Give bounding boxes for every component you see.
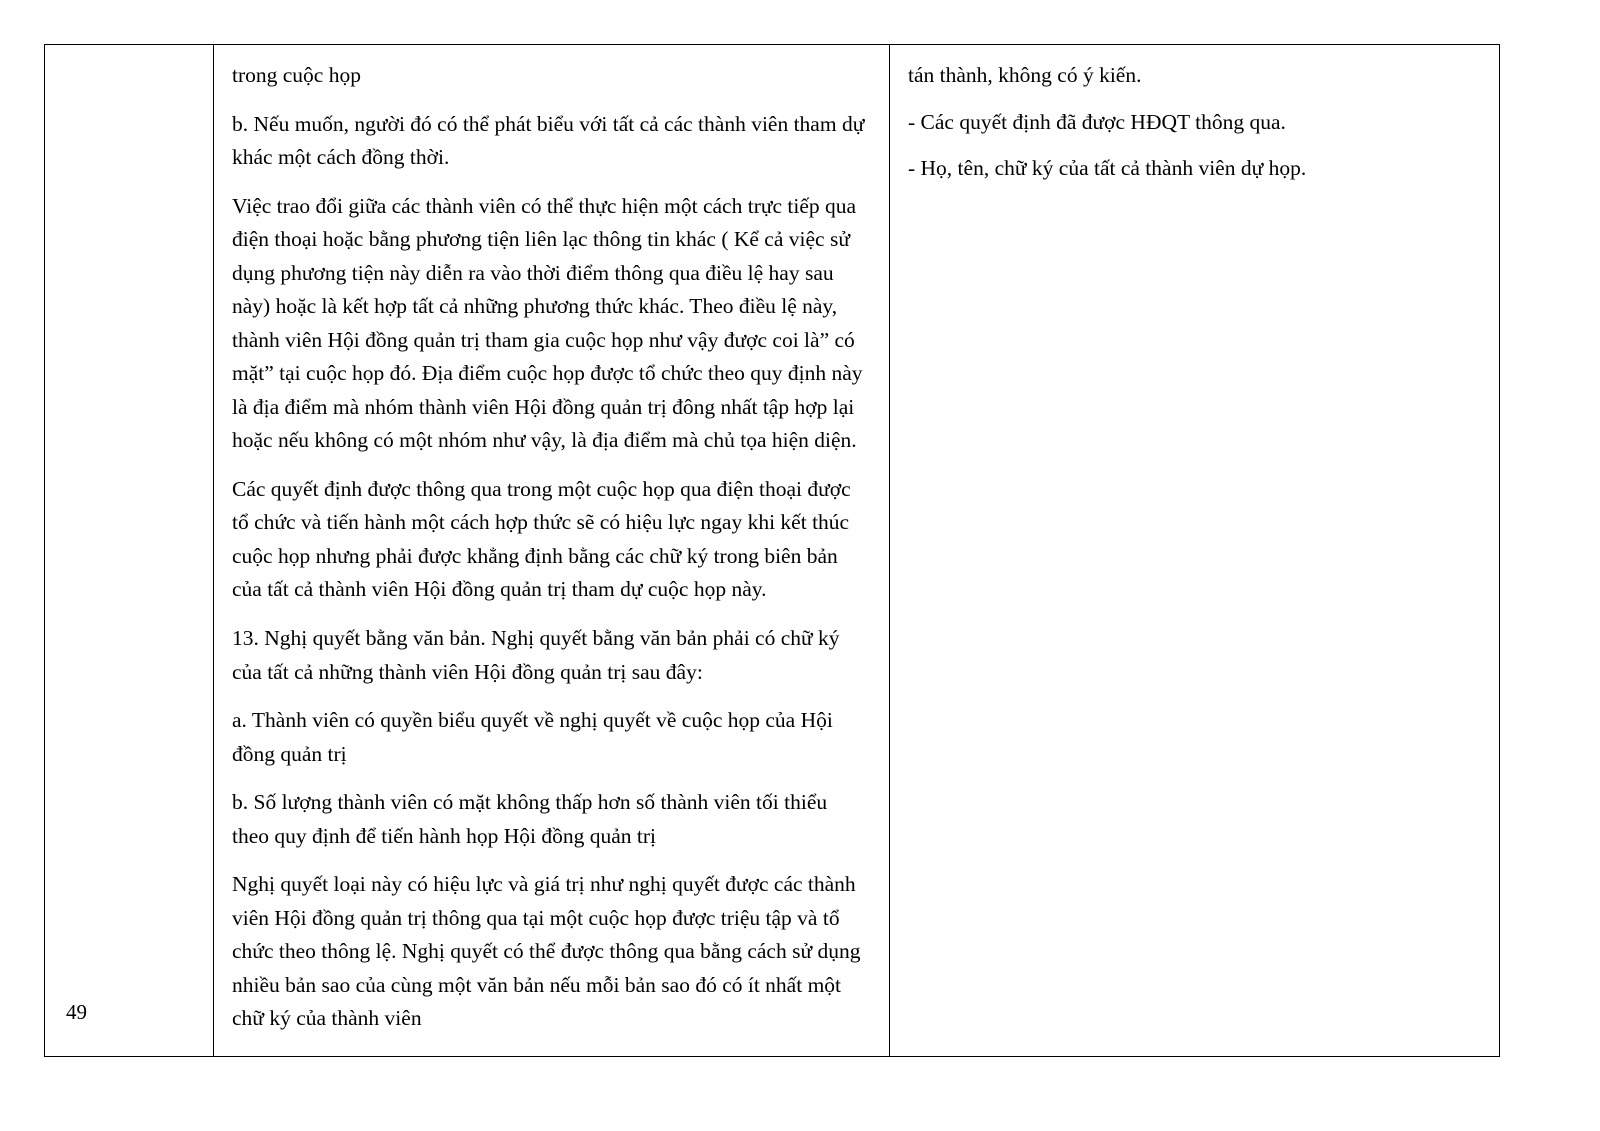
paragraph: 13. Nghị quyết bằng văn bản. Nghị quyết bằng văn bản phải có chữ ký của tất cả những thành viên Hội đồng quản trị sau đây:	[232, 625, 840, 684]
page-number: 49	[66, 1000, 87, 1024]
right-column-content	[890, 45, 1499, 955]
paragraph: b. Số lượng thành viên có mặt không thấp hơn số thành viên tối thiểu theo quy định để tiến hành họp Hội đồng quản trị	[232, 790, 828, 848]
paragraph: tán thành, không có ý kiến.	[908, 63, 1142, 87]
left-column-content	[45, 45, 213, 955]
paragraph: b. Nếu muốn, người đó có thể phát biểu với tất cả các thành viên tham dự khác một cách đồng thời.	[232, 111, 865, 170]
table-cell-left	[45, 45, 214, 1057]
table-cell-middle	[214, 45, 890, 1057]
paragraph: Nghị quyết loại này có hiệu lực và giá trị như nghị quyết được các thành viên Hội đồng quản trị thông qua tại một cuộc họp được triệu tập và tổ chức theo thông lệ. Nghị quyết có thể được thông qua bằng cách sử dụng nhiều bản sao của cùng một văn bản nếu mỗi bản sao đó có ít nhất một chữ ký của thành viên	[232, 872, 861, 1031]
content-table	[44, 44, 1500, 1057]
paragraph: trong cuộc họp	[232, 63, 361, 87]
paragraph: Các quyết định được thông qua trong một cuộc họp qua điện thoại được tổ chức và tiến hành một cách hợp thức sẽ có hiệu lực ngay khi kết thúc cuộc họp nhưng phải được khẳng định bằng các chữ ký trong biên bản của tất cả thành viên Hội đồng quản trị tham dự cuộc họp này.	[232, 476, 851, 602]
paragraph: - Họ, tên, chữ ký của tất cả thành viên dự họp.	[908, 156, 1307, 181]
middle-column-content	[214, 45, 889, 1056]
paragraph: Việc trao đổi giữa các thành viên có thể thực hiện một cách trực tiếp qua điện thoại hoặc bằng phương tiện liên lạc thông tin khác ( Kể cả việc sử dụng phương tiện này diễn ra vào thời điểm thông qua điều lệ hay sau này) hoặc là kết hợp tất cả những phương thức khác. Theo điều lệ này, thành viên Hội đồng quản trị tham gia cuộc họp như vậy được coi là” có mặt” tại cuộc họp đó. Địa điểm cuộc họp được tổ chức theo quy định này là địa điểm mà nhóm thành viên Hội đồng quản trị đông nhất tập hợp lại hoặc nếu không có một nhóm như vậy, là địa điểm mà chủ tọa hiện diện.	[232, 193, 863, 453]
table-cell-right	[890, 45, 1500, 1057]
paragraph: a. Thành viên có quyền biểu quyết về nghị quyết về cuộc họp của Hội đồng quản trị	[232, 708, 833, 766]
paragraph: - Các quyết định đã được HĐQT thông qua.	[908, 109, 1286, 134]
table-row	[45, 45, 1500, 1057]
